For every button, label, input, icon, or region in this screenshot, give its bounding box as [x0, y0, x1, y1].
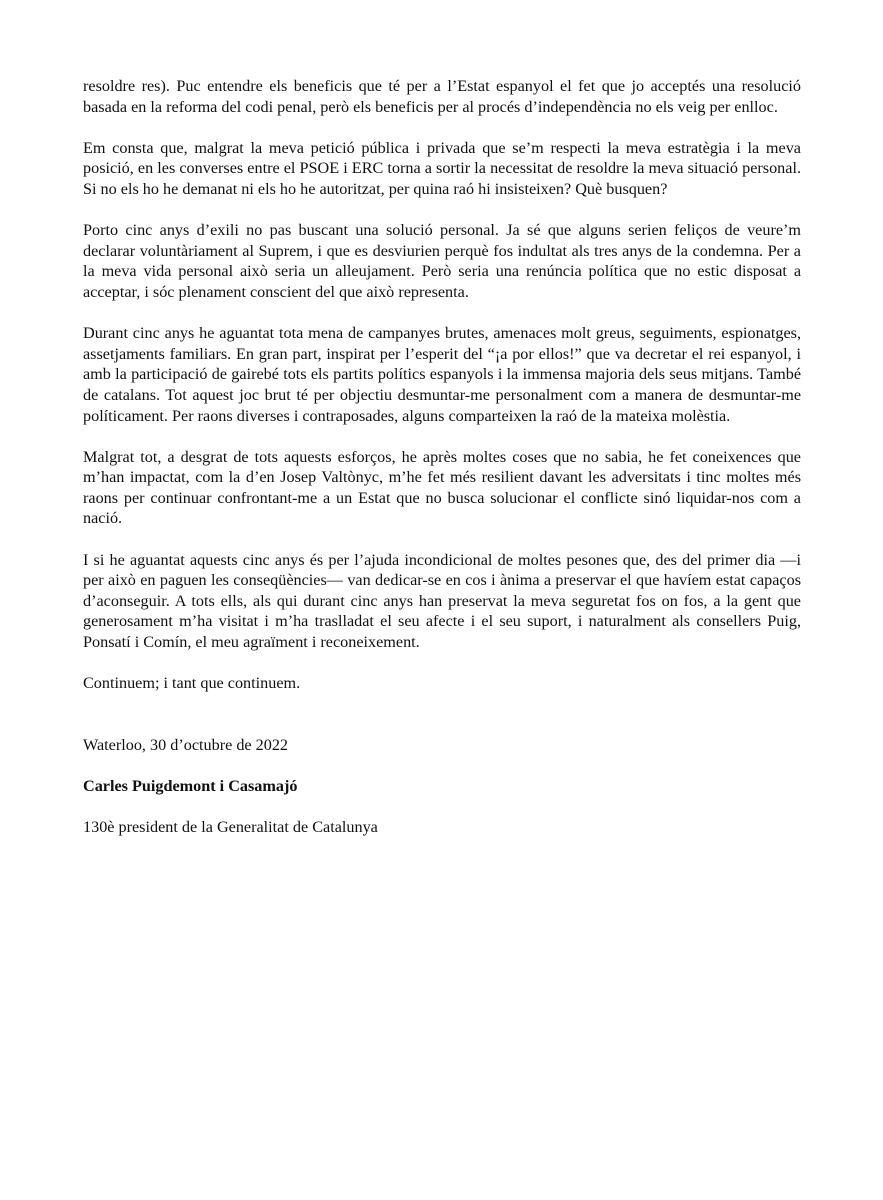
paragraph-3: Porto cinc anys d’exili no pas buscant una solució personal. Ja sé que alguns serien feliços de veure’m declarar voluntàriament al Suprem, i que es desviurien perquè fos indultat als tres anys de la condemna. Per a la meva vida personal això seria un alleujament. Però seria una renúncia política que no estic disposat a acceptar, i sóc plenament conscient del que això representa.: [83, 221, 801, 301]
paragraph-1: resoldre res). Puc entendre els beneficis que té per a l’Estat espanyol el fet que jo acceptés una resolució basada en la reforma del codi penal, però els beneficis per al procés d’independència no els veig per enlloc.: [83, 77, 801, 116]
paragraph-2: Em consta que, malgrat la meva petició pública i privada que se’m respecti la meva estratègia i la meva posició, en les converses entre el PSOE i ERC torna a sortir la necessitat de resoldre la meva situació personal. Si no els ho he demanat ni els ho he autoritzat, per quina raó hi insisteixen? Què busquen?: [83, 138, 801, 198]
spacer: [83, 714, 801, 735]
place-date: Waterloo, 30 d’octubre de 2022: [83, 736, 289, 754]
paragraph-5: Malgrat tot, a desgrat de tots aquests esforços, he après moltes coses que no sabia, he fet coneixences que m’han impactat, com la d’en Josep Valtònyc, m’he fet més resilient davant les adversitats i tinc moltes més raons per continuar confrontant-me a un Estat que no busca solucionar el conflicte sinó liquidar-nos com a nació.: [83, 447, 801, 528]
letter-body: [83, 76, 801, 859]
signature-title: 130è president de la Generalitat de Catalunya: [83, 818, 378, 837]
paragraph-6: I si he aguantat aquests cinc anys és per l’ajuda incondicional de moltes pesones que, des del primer dia —i per això en paguen les conseqüències— van dedicar-se en cos i ànima a preservar el que havíem estat capaços d’aconseguir. A tots ells, als qui durant cinc anys han preservat la meva seguretat fos on fos, a la gent que generosament m’ha visitat i m’ha traslladat el seu afecte i el seu suport, i naturalment als consellers Puig, Ponsatí i Comín, el meu agraïment i reconeixement.: [83, 550, 801, 652]
paragraph-4: Durant cinc anys he aguantat tota mena de campanyes brutes, amenaces molt greus, seguiments, espionatges, assetjaments familiars. En gran part, inspirat per l’esperit del “¡a por ellos!” que va decretar el rei espanyol, i amb la participació de gairebé tots els partits polítics espanyols i la immensa majoria dels seus mitjans. També de catalans. Tot aquest joc brut té per objectiu desmuntar-me personalment com a manera de desmuntar-me políticament. Per raons diverses i contraposades, alguns comparteixen la raó de la mateixa molèstia.: [83, 324, 801, 425]
closing-line: Continuem; i tant que continuem.: [83, 674, 301, 693]
signature-name: Carles Puigdemont i Casamajó: [83, 777, 298, 796]
